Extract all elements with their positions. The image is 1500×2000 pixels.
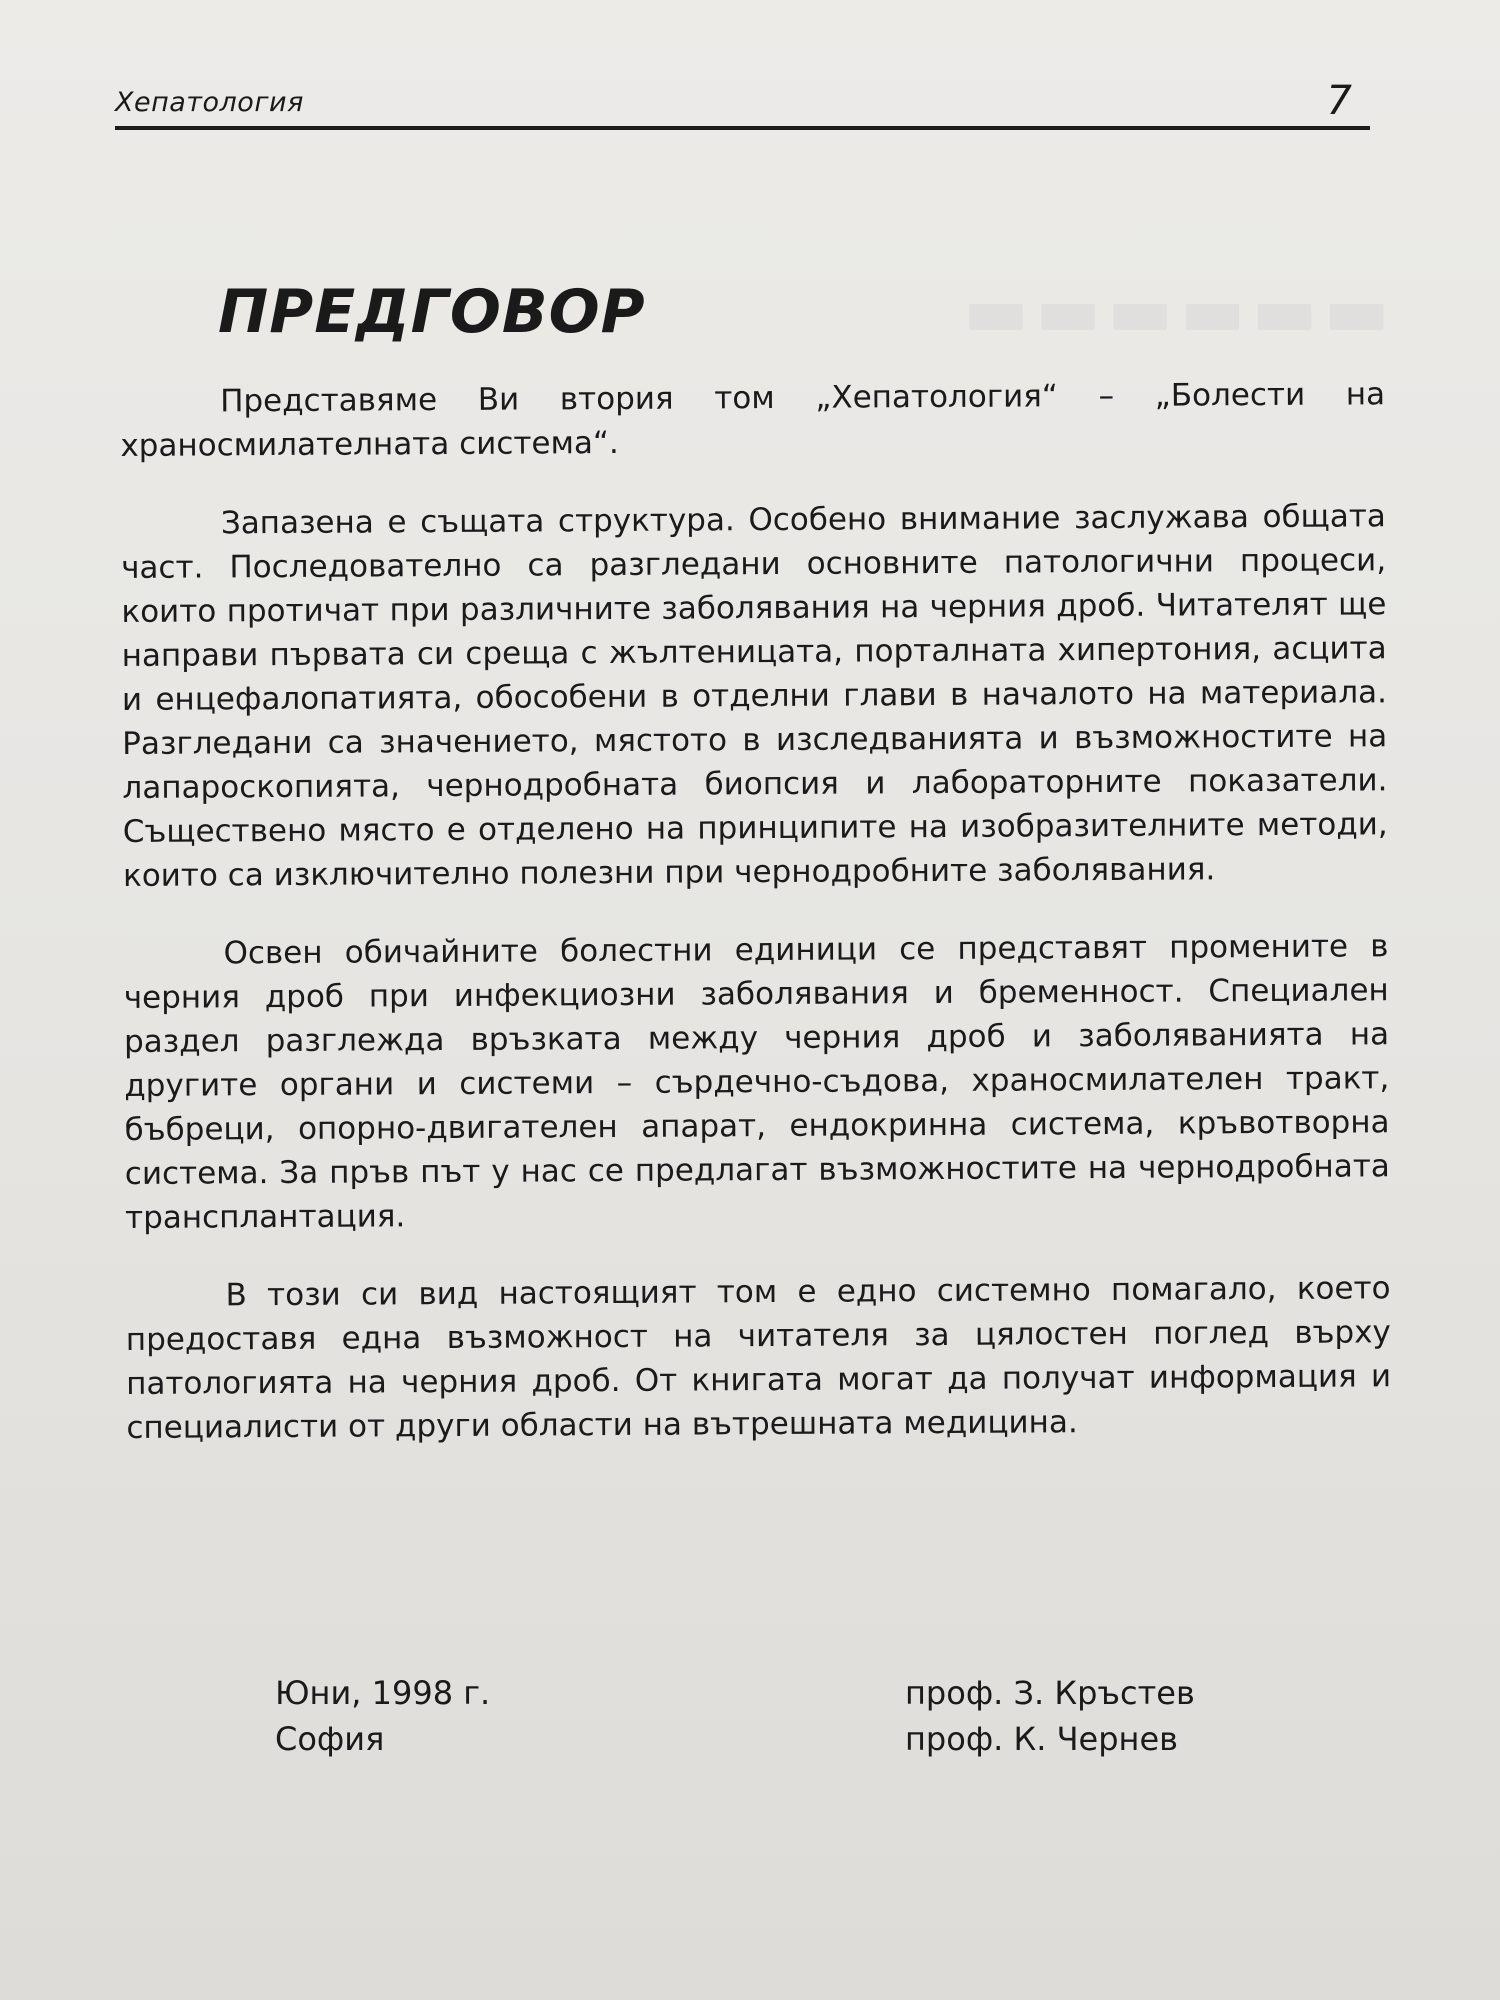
page-number: 7 (1326, 78, 1352, 124)
running-header (115, 76, 1370, 130)
signature-date: Юни, 1998 г. (275, 1674, 491, 1712)
preface-body (120, 372, 1392, 1484)
author-2: проф. К. Чернев (905, 1720, 1178, 1758)
paragraph-3: Освен обичайните болестни единици се представят промените в черния дроб при инфекциозни заболявания и бременност. Специален раздел разглежда връзката между черния дроб и заболяванията на другите органи и системи – сърдечно-съдова, храносмилателен тракт, бъбреци, опорно-двигателен апарат, ендокринна система, кръвотворна система. За пръв път у нас се предлагат възможностите на чернодробната трансплантация. (123, 928, 1390, 1236)
paragraph-4: В този си вид настоящият том е едно системно помагало, което предоставя една възможност на читателя за цялостен поглед върху патологията на черния дроб. От книгата могат да получат информация и специалисти от други области на вътрешната медицина. (125, 1270, 1392, 1446)
date-place-block (275, 1670, 490, 1762)
bleed-through-texture (957, 270, 1390, 352)
paragraph-2: Запазена е същата структура. Особено внимание заслужава общата част. Последователно са разгледани основните патологични процеси, които протичат при различните заболявания на черния дроб. Читателят ще направи първата си среща с жълтеницата, порталната хипертония, асцита и енцефалопатията, обособени в отделни глави в началото на материала. Разгледани са значението, мястото в изследванията и възможностите на лапароскопията, чернодробната биопсия и лабораторните показатели. Съществено място е отделено на принципите на изобразителните методи, които са изключително полезни при чернодробните заболявания. (121, 498, 1388, 894)
running-title: Хепатология (115, 87, 304, 118)
paragraph-1: Представяме Ви втория том „Хепатология“ – „Болести на храносмилателната система“. (120, 376, 1386, 464)
authors-block (905, 1670, 1195, 1762)
signature-place: София (275, 1720, 385, 1758)
author-1: проф. З. Кръстев (905, 1674, 1195, 1712)
chapter-title: ПРЕДГОВОР (218, 277, 646, 347)
